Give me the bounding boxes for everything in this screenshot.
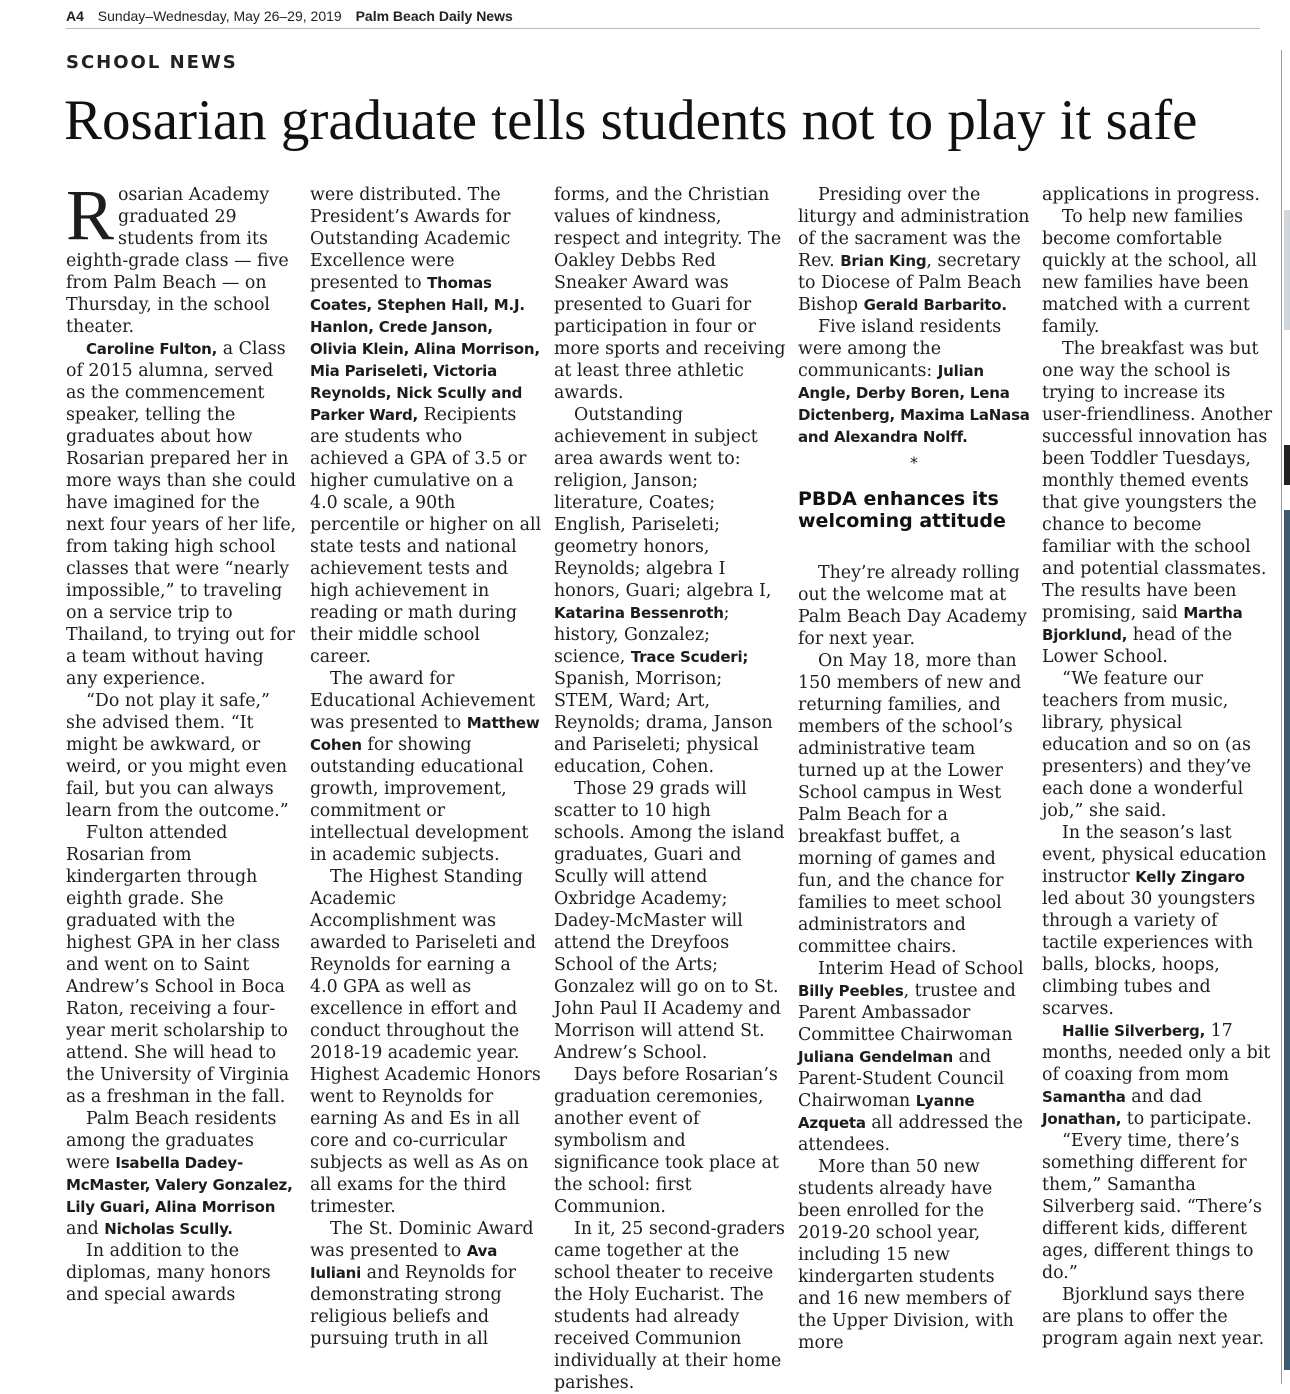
page-folio	[66, 6, 1260, 29]
person-name: Hallie Silverberg,	[1062, 1022, 1206, 1040]
text: Palm Beach residents among the graduates were	[66, 1109, 277, 1173]
person-name: Katarina Bessenroth	[554, 604, 724, 622]
person-name: Caroline Fulton,	[86, 340, 218, 358]
newspaper-name: Palm Beach Daily News	[355, 8, 513, 24]
paragraph: Those 29 grads will scatter to 10 high schools. Among the island graduates, Guari and Scully will attend Oxbridge Academy; Dadey-McMaster will attend the Dreyfoos School of the Arts; Gonzalez will go on to St. John Paul II Academy and Morrison will attend St. Andrew’s School.	[554, 779, 785, 1063]
headline: Rosarian graduate tells students not to play it safe	[64, 89, 1198, 152]
paragraph: In it, 25 second-graders came together at the school theater to receive the Holy Eucharist. The students had already received Communion individually at their home parishes.	[554, 1219, 785, 1393]
adjacent-page-graphic	[1284, 445, 1290, 485]
text: Spanish, Morrison; STEM, Ward; Art, Reynolds; drama, Janson and Pariseleti; physical education, Cohen.	[554, 669, 773, 777]
paragraph: applications in progress.	[1042, 185, 1260, 205]
paragraph: More than 50 new students already have been enrolled for the 2019-20 school year, including 15 new kindergarten students and 16 new members of the Upper Division, with more	[798, 1157, 1014, 1353]
text: The breakfast was but one way the school is trying to increase its user-friendliness. Another successful innovation has been Toddler Tuesdays, monthly themed events that give youngsters the chance to become familiar with the school and potential classmates. The results have been promising, said	[1042, 339, 1273, 623]
person-name: Samantha	[1042, 1088, 1126, 1106]
text: The St. Dominic Award was presented to	[310, 1219, 534, 1261]
paragraph	[798, 184, 1030, 316]
text: , secretary to Diocese of Palm Beach Bishop	[798, 251, 1022, 315]
article-column-5	[1042, 184, 1274, 1350]
subheadline: PBDA enhances its welcoming attitude	[798, 488, 1006, 532]
text: and Parent-Student Council Chairwoman	[798, 1047, 1005, 1111]
drop-cap: R	[66, 175, 115, 255]
paragraph: Fulton attended Rosarian from kindergarten through eighth grade. She graduated with the highest GPA in her class and went on to Saint Andrew’s School in Boca Raton, receiving a four-year merit scholarship to attend. She will head to the University of Virginia as a freshman in the fall.	[66, 823, 290, 1107]
text: were distributed. The President’s Awards for Outstanding Academic Excellence were presented to	[310, 185, 511, 293]
paragraph	[66, 1108, 298, 1240]
paragraph: “Every time, there’s something different for them,” Samantha Silverberg said. “There’s different kids, different ages, different things to do.”	[1042, 1131, 1262, 1283]
text: to participate.	[1121, 1109, 1252, 1129]
article-column-4	[798, 184, 1030, 1354]
text: Recipients are students who achieved a GPA of 3.5 or higher cumulative on a 4.0 scale, a 90th percentile or higher on all state tests and national achievement tests and high achievement in reading or math during their middle school career.	[310, 405, 542, 667]
paragraph: To help new families become comfortable quickly at the school, all new families have been matched with a current family.	[1042, 207, 1257, 337]
text: head of the Lower School.	[1042, 625, 1233, 667]
person-name: Isabella Dadey-McMaster, Valery Gonzalez, Lily Guari, Alina Morrison	[66, 1154, 293, 1216]
person-name: Matthew Cohen	[310, 714, 540, 754]
paragraph: forms, and the Christian values of kindness, respect and integrity. The Oakley Debbs Red Sneaker Award was presented to Guari for participation in four or more sports and receiving at least three athletic awards.	[554, 185, 786, 403]
paragraph	[66, 338, 298, 690]
paragraph: In addition to the diplomas, many honors and special awards	[66, 1241, 271, 1305]
paragraph	[310, 668, 542, 866]
paragraph: They’re already rolling out the welcome mat at Palm Beach Day Academy for next year.	[798, 563, 1027, 649]
person-name: Gerald Barbarito.	[863, 296, 1007, 314]
section-separator: *	[910, 453, 918, 472]
article-column-3	[554, 184, 786, 1394]
person-name: Juliana Gendelman	[798, 1048, 953, 1066]
person-name: Lyanne Azqueta	[798, 1092, 975, 1132]
text: for showing outstanding educational growth, improvement, commitment or intellectual development in academic subjects.	[310, 735, 529, 865]
paragraph	[310, 1218, 542, 1350]
adjacent-page-graphic	[1284, 210, 1290, 330]
paragraph: “We feature our teachers from music, library, physical education and so on (as presenters) and they’ve each done a wonderful job,” she said.	[1042, 669, 1252, 821]
text: osarian Academy graduated 29 students from its eighth-grade class — five from Palm Beach — on Thursday, in the school theater.	[66, 185, 289, 337]
text: and dad	[1125, 1087, 1203, 1107]
article-column-1	[66, 175, 298, 1306]
person-name: Kelly Zingaro	[1135, 868, 1245, 886]
text: In the season’s last event, physical education instructor	[1042, 823, 1267, 887]
person-name: Martha Bjorklund,	[1042, 604, 1243, 644]
adjacent-page-graphic	[1284, 510, 1290, 1370]
paragraph: The Highest Standing Academic Accomplishment was awarded to Pariseleti and Reynolds for earning a 4.0 GPA as well as excellence in effort and conduct throughout the 2018-19 academic year. Highest Academic Honors went to Reynolds for earning As and Es in all core and co-curricular subjects as well as As on all exams for the third trimester.	[310, 867, 541, 1217]
text: , trustee and Parent Ambassador Committee Chairwoman	[798, 981, 1016, 1045]
paragraph: “Do not play it safe,” she advised them. “It might be awkward, or weird, or you might even fail, but you can always learn from the outcome.”	[66, 691, 289, 821]
text: led about 30 youngsters through a variety of tactile experiences with balls, blocks, hoops, climbing tubes and scarves.	[1042, 889, 1256, 1019]
text: Outstanding achievement in subject area awards went to: religion, Janson; literature, Coates; English, Pariseleti; geometry honors, Reynolds; algebra I honors, Guari; algebra I,	[554, 405, 772, 601]
paragraph	[310, 184, 542, 668]
paragraph: Days before Rosarian’s graduation ceremonies, another event of symbolism and significance took place at the school: first Communion.	[554, 1065, 779, 1217]
issue-date: Sunday–Wednesday, May 26–29, 2019	[97, 8, 342, 24]
paragraph	[554, 404, 786, 778]
article-column-2	[310, 184, 542, 1350]
paragraph	[798, 316, 1030, 448]
text: Presiding over the liturgy and administration of the sacrament was the Rev.	[798, 185, 1030, 271]
text: The award for Educational Achievement was presented to	[310, 669, 536, 733]
person-name: Nicholas Scully.	[104, 1220, 233, 1238]
paragraph	[1042, 338, 1274, 668]
person-name: Ava Iuliani	[310, 1242, 498, 1282]
person-name: Thomas Coates, Stephen Hall, M.J. Hanlon, Crede Janson, Olivia Klein, Alina Morrison, Mia Pariseleti, Victoria Reynolds, Nick Scully and Parker Ward,	[310, 274, 540, 424]
text: and	[66, 1219, 105, 1239]
person-name: Brian King	[840, 252, 927, 270]
text: a Class of 2015 alumna, served as the commencement speaker, telling the graduates about how Rosarian prepared her in more ways than she could have imagined for the next four years of her life, from taking high school classes that were “nearly impossible,” to traveling on a service trip to Thailand, to trying out for a team without having any experience.	[66, 339, 297, 689]
text: and Reynolds for demonstrating strong religious beliefs and pursuing truth in all	[310, 1263, 517, 1349]
text: ; history, Gonzalez; science,	[554, 603, 730, 667]
paragraph	[1042, 1020, 1274, 1130]
person-name: Julian Angle, Derby Boren, Lena Dictenberg, Maxima LaNasa and Alexandra Nolff.	[798, 362, 1030, 446]
text: all addressed the attendees.	[798, 1113, 1023, 1155]
person-name: Jonathan,	[1042, 1110, 1122, 1128]
paragraph	[798, 958, 1030, 1156]
page-number: A4	[66, 8, 84, 24]
text: Five island residents were among the communicants:	[798, 317, 1002, 381]
paragraph: Bjorklund says there are plans to offer the program again next year.	[1042, 1285, 1265, 1349]
paragraph	[1042, 822, 1274, 1020]
person-name: Trace Scuderi;	[630, 648, 749, 666]
text: 17 months, needed only a bit of coaxing from mom	[1042, 1021, 1271, 1085]
paragraph	[66, 175, 298, 338]
paragraph: On May 18, more than 150 members of new and returning families, and members of the school’s administrative team turned up at the Lower School campus in West Palm Beach for a breakfast buffet, a morning of games and fun, and the chance for families to meet school administrators and committee chairs.	[798, 651, 1022, 957]
text: Interim Head of School	[818, 959, 1024, 979]
section-label: SCHOOL NEWS	[66, 52, 238, 73]
person-name: Billy Peebles	[798, 982, 904, 1000]
